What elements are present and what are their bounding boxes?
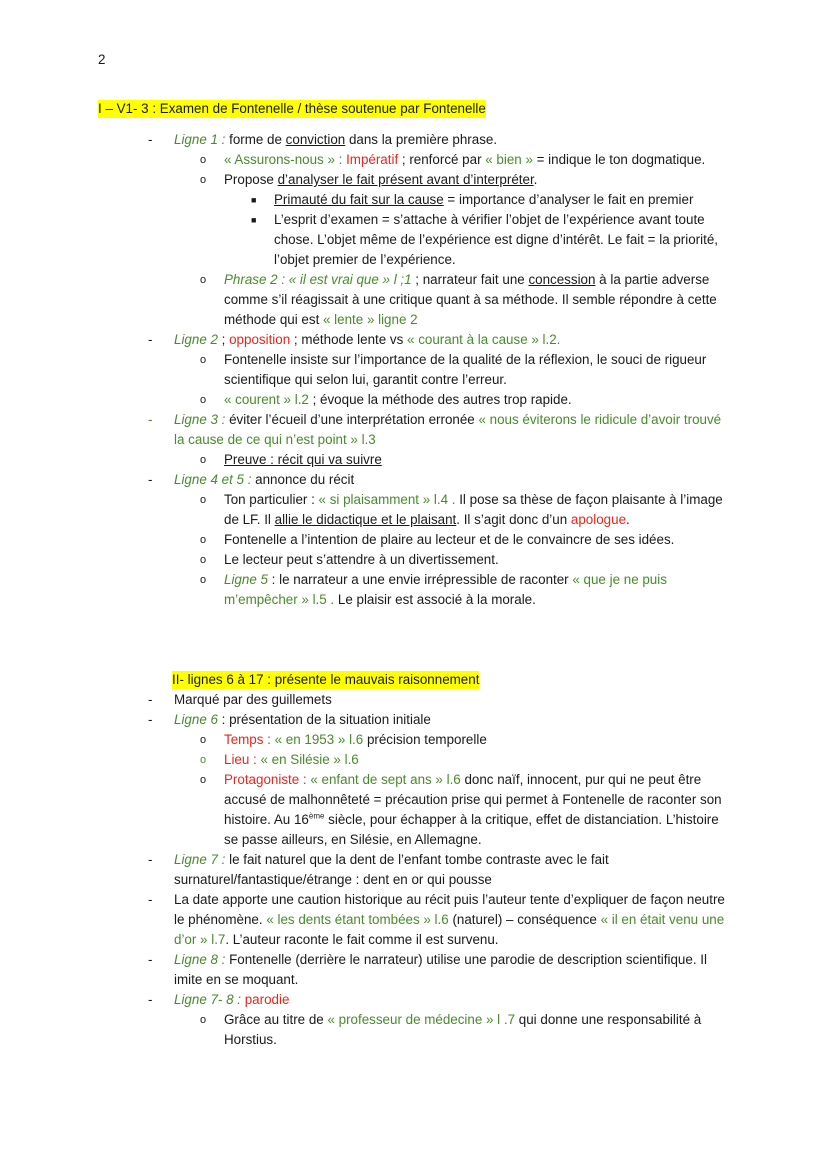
dash-bullet: - — [148, 712, 153, 727]
list-item: ■ Primauté du fait sur la cause = importance d’analyser le fait en premier — [0, 190, 828, 210]
dash-bullet: - — [148, 332, 153, 347]
list-item: o Grâce au titre de « professeur de médecine » l .7 qui donne une responsabilité à Horstius. — [200, 1012, 702, 1047]
dash-bullet: - — [148, 852, 153, 867]
list-item: o Temps : « en 1953 » l.6 précision temporelle — [0, 730, 828, 750]
list-item: o « courent » l.2 ; évoque la méthode des autres trop rapide. — [0, 390, 828, 410]
list-item: o Lieu : « en Silésie » l.6 — [0, 750, 828, 770]
section-2-content — [0, 690, 828, 1050]
dash-bullet: - — [148, 132, 153, 147]
list-item: o Propose d’analyser le fait présent avant d’interpréter. — [0, 170, 828, 190]
list-item: o Phrase 2 : « il est vrai que » l ;1 ; narrateur fait une concession à la partie adverse comme s’il réagissait à une critique quant à sa méthode. Il semble répondre à cette méthode qui est « lente » ligne 2 — [200, 272, 717, 327]
circle-bullet: o — [200, 354, 207, 366]
dash-bullet: - — [148, 952, 153, 967]
list-item: - Ligne 7- 8 : parodie — [0, 990, 828, 1010]
circle-bullet: o — [200, 154, 207, 166]
circle-bullet: o — [200, 534, 207, 546]
list-item: - Marqué par des guillemets — [0, 690, 828, 710]
circle-bullet: o — [200, 774, 207, 786]
dash-bullet: - — [148, 692, 153, 707]
list-item: - Ligne 4 et 5 : annonce du récit — [0, 470, 828, 490]
dash-bullet: - — [148, 472, 153, 487]
section-heading-2: II- lignes 6 à 17 : présente le mauvais raisonnement — [172, 672, 480, 687]
list-item: - Ligne 1 : forme de conviction dans la première phrase. — [0, 130, 828, 150]
circle-bullet: o — [200, 494, 207, 506]
circle-bullet: o — [200, 754, 207, 766]
circle-bullet: o — [200, 574, 207, 586]
list-item: - Ligne 8 : Fontenelle (derrière le narrateur) utilise une parodie de description scientifique. Il imite en se moquant. — [148, 952, 707, 987]
circle-bullet: o — [200, 454, 207, 466]
circle-bullet: o — [200, 554, 207, 566]
section-1-content — [0, 130, 828, 610]
list-item: o Ton particulier : « si plaisamment » l.4 . Il pose sa thèse de façon plaisante à l’image de LF. Il allie le didactique et le plaisant. Il s’agit donc d’un apologue. — [200, 492, 723, 527]
square-bullet: ■ — [251, 195, 257, 205]
dash-bullet: - — [148, 992, 153, 1007]
list-item: - Ligne 2 ; opposition ; méthode lente vs « courant à la cause » l.2. — [0, 330, 828, 350]
circle-bullet: o — [200, 734, 207, 746]
section-heading-1: I – V1- 3 : Examen de Fontenelle / thèse soutenue par Fontenelle — [98, 101, 486, 116]
dash-bullet: - — [148, 412, 153, 427]
page-number: 2 — [98, 52, 106, 67]
list-item: o Le lecteur peut s’attendre à un divertissement. — [0, 550, 828, 570]
list-item: o Fontenelle insiste sur l’importance de la qualité de la réflexion, le souci de rigueur scientifique qui selon lui, garantit contre l’erreur. — [200, 352, 707, 387]
dash-bullet: - — [148, 892, 153, 907]
list-item: - Ligne 7 : le fait naturel que la dent de l’enfant tombe contraste avec le fait surnaturel/fantastique/étrange : dent en or qui pousse — [148, 852, 609, 887]
list-item: - La date apporte une caution historique au récit puis l’auteur tente d’expliquer de façon neutre le phénomène. « les dents étant tombées » l.6 (naturel) – conséquence « il en était venu une d’or » l.7. L’auteur raconte le fait comme il est survenu. — [148, 892, 725, 947]
square-bullet: ■ — [251, 215, 257, 225]
list-item: ■ L’esprit d’examen = s’attache à vérifier l’objet de l’expérience avant toute chose. L’objet même de l’expérience est digne d’intérêt. Le fait = la priorité, l’objet premier de l’expérience. — [251, 212, 719, 267]
list-item: o Preuve : récit qui va suivre — [0, 450, 828, 470]
list-item: - Ligne 3 : éviter l’écueil d’une interprétation erronée « nous éviterons le ridicule d’avoir trouvé la cause de ce qui n’est point » l.3 — [148, 412, 722, 447]
list-item: - Ligne 6 : présentation de la situation initiale — [0, 710, 828, 730]
circle-bullet: o — [200, 1014, 207, 1026]
list-item: o Protagoniste : « enfant de sept ans » l.6 donc naïf, innocent, pur qui ne peut être accusé de malhonnêteté = précaution prise qui permet à Fontenelle de raconter son histoire. Au 16ème siècle, pour échapper à la critique, effet de distanciation. L’histoire se passe ailleurs, en Silésie, en Allemagne. — [200, 772, 722, 847]
list-item: o « Assurons-nous » : Impératif ; renforcé par « bien » = indique le ton dogmatique. — [0, 150, 828, 170]
list-item: o Fontenelle a l’intention de plaire au lecteur et de le convaincre de ses idées. — [0, 530, 828, 550]
circle-bullet: o — [200, 394, 207, 406]
list-item: o Ligne 5 : le narrateur a une envie irrépressible de raconter « que je ne puis m’empêcher » l.5 . Le plaisir est associé à la morale. — [200, 572, 667, 607]
circle-bullet: o — [200, 274, 207, 286]
circle-bullet: o — [200, 174, 207, 186]
